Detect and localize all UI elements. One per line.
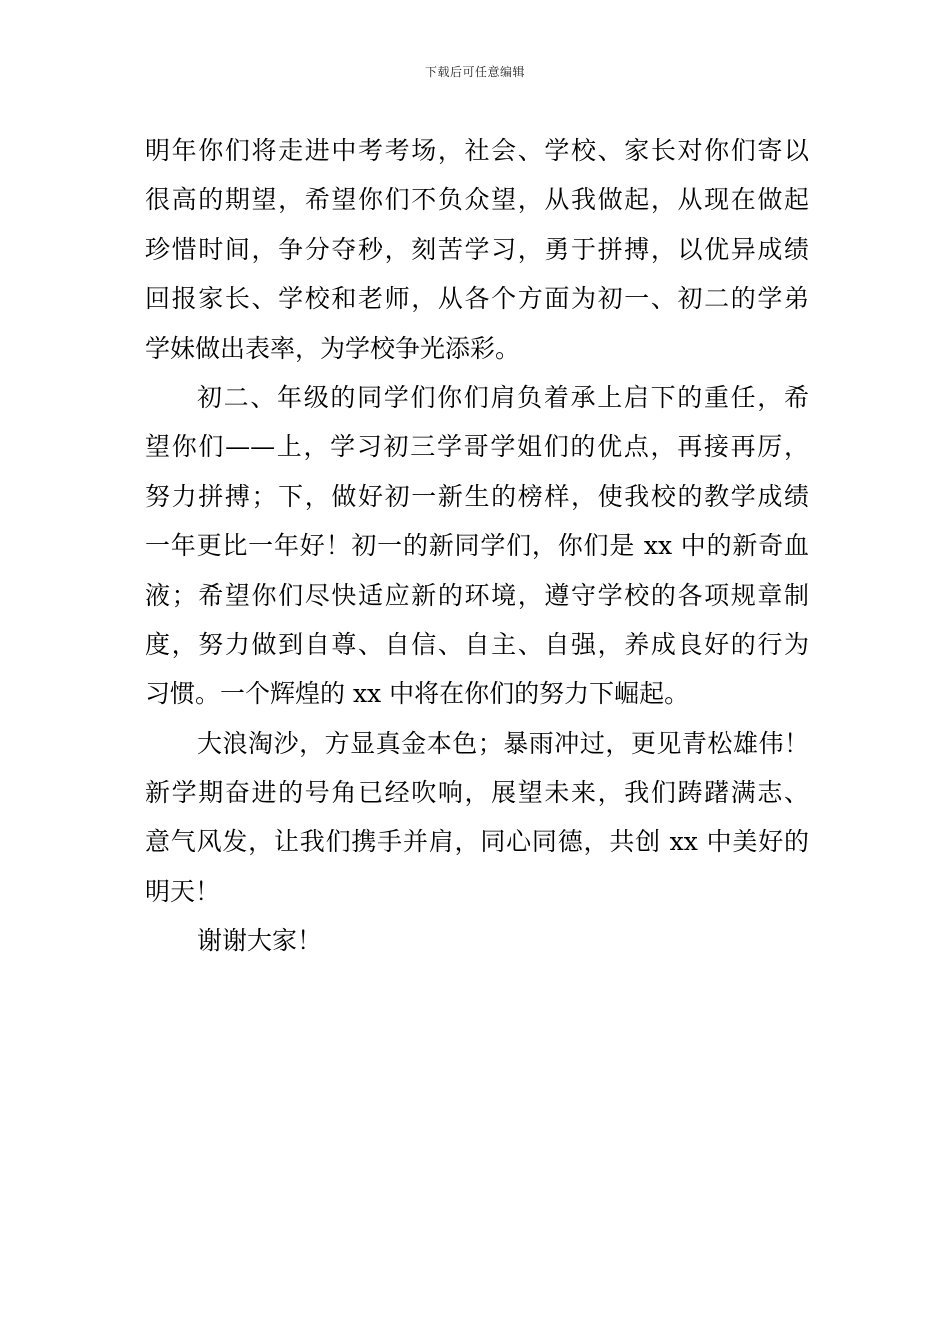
paragraph-2-line-2: 望你们——上，学习初三学哥学姐们的优点，再接再厉， [145, 432, 809, 462]
page-header: 下载后可任意编辑 [424, 65, 525, 79]
paragraph-1-line-4: 回报家长、学校和老师，从各个方面为初一、初二的学弟 [145, 284, 809, 314]
paragraph-2-line-4: 一年更比一年好！初一的新同学们，你们是 xx 中的新奇血 [145, 531, 809, 561]
paragraph-2-line-1: 初二、年级的同学们你们肩负着承上启下的重任，希 [197, 382, 809, 412]
paragraph-1-line-3: 珍惜时间，争分夺秒，刻苦学习，勇于拼搏，以优异成绩 [145, 234, 809, 264]
paragraph-2-line-5: 液；希望你们尽快适应新的环境，遵守学校的各项规章制 [145, 580, 809, 610]
paragraph-4-line-1: 谢谢大家！ [197, 926, 323, 956]
paragraph-3-line-3: 意气风发，让我们携手并肩，同心同德，共创 xx 中美好的 [145, 827, 809, 857]
paragraph-3-line-1: 大浪淘沙，方显真金本色；暴雨冲过，更见青松雄伟！ [197, 728, 809, 758]
paragraph-2-line-3: 努力拼搏；下，做好初一新生的榜样，使我校的教学成绩 [145, 481, 809, 511]
paragraph-1-line-2: 很高的期望，希望你们不负众望，从我做起，从现在做起 [145, 185, 809, 215]
paragraph-3-line-4: 明天！ [145, 876, 221, 906]
paragraph-2-line-6: 度，努力做到自尊、自信、自主、自强，养成良好的行为 [145, 629, 809, 659]
paragraph-1-line-5: 学妹做出表率，为学校争光添彩。 [145, 333, 521, 363]
paragraph-2-line-7: 习惯。一个辉煌的 xx 中将在你们的努力下崛起。 [145, 679, 690, 709]
paragraph-3-line-2: 新学期奋进的号角已经吹响，展望未来，我们踌躇满志、 [145, 778, 809, 808]
document-body [145, 126, 809, 966]
paragraph-1-line-1: 明年你们将走进中考考场，社会、学校、家长对你们寄以 [145, 136, 809, 165]
